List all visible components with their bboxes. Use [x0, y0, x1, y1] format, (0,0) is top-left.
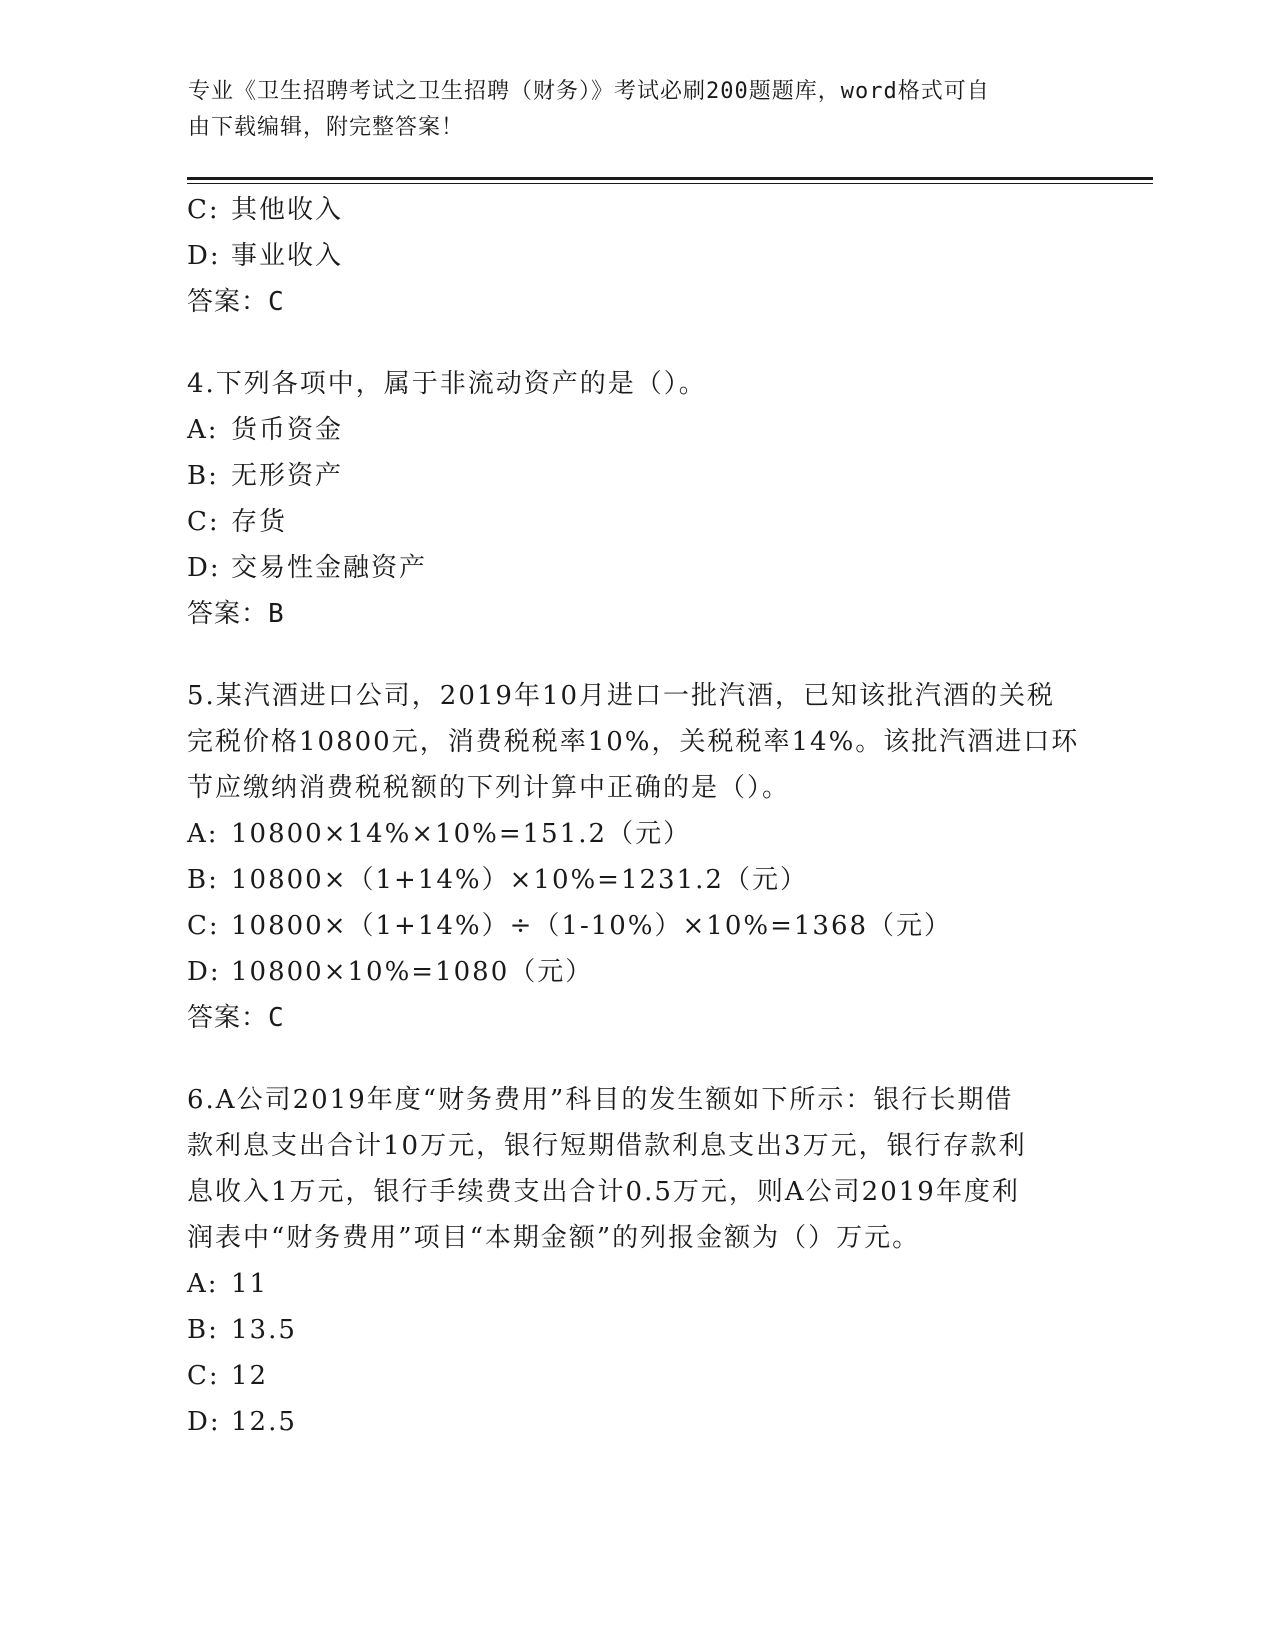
option-d [187, 1399, 1087, 1445]
option-text: 10800×10%=1080（元） [231, 957, 594, 987]
option-text: 13.5 [231, 1315, 297, 1345]
option-text: 其他收入 [231, 195, 344, 225]
option-label: A: [187, 819, 219, 849]
option-a [187, 407, 1087, 453]
option-text: 10800×14%×10%=151.2（元） [231, 819, 692, 849]
question-text-line: 款利息支出合计10万元，银行短期借款利息支出3万元，银行存款利 [187, 1131, 1027, 1161]
option-label: A: [187, 1269, 219, 1299]
option-c [187, 187, 1087, 233]
option-label: D: [187, 553, 221, 583]
option-text: 存货 [231, 507, 288, 537]
document-header [188, 74, 1068, 146]
question-text-line: 润表中“财务费用”项目“本期金额”的列报金额为（）万元。 [187, 1223, 921, 1253]
option-label: C: [187, 1361, 220, 1391]
question-4 [187, 361, 1087, 637]
question-6 [187, 1077, 1087, 1445]
option-b [187, 857, 1087, 903]
option-label: D: [187, 957, 221, 987]
option-label: C: [187, 195, 220, 225]
option-c [187, 903, 1087, 949]
document-content [187, 187, 1087, 1445]
option-b [187, 1307, 1087, 1353]
header-line-2: 由下载编辑，附完整答案！ [188, 115, 465, 140]
option-d [187, 233, 1087, 279]
question-5 [187, 673, 1087, 1041]
answer-line: 答案：C [187, 1003, 285, 1033]
question-text [187, 673, 1087, 811]
option-b [187, 453, 1087, 499]
option-label: D: [187, 1407, 221, 1437]
option-text: 10800×（1+14%）÷（1-10%）×10%=1368（元） [231, 911, 953, 941]
question-text-line: 完税价格10800元，消费税税率10%，关税税率14%。该批汽酒进口环 [187, 727, 1080, 757]
option-text: 事业收入 [231, 241, 344, 271]
option-label: D: [187, 241, 221, 271]
question-text-line: 5.某汽酒进口公司，2019年10月进口一批汽酒，已知该批汽酒的关税 [187, 681, 1056, 711]
option-d [187, 949, 1087, 995]
question-text-line: 息收入1万元，银行手续费支出合计0.5万元，则A公司2019年度利 [187, 1177, 1020, 1207]
answer-line: 答案：B [187, 599, 285, 629]
option-d [187, 545, 1087, 591]
option-label: B: [187, 461, 219, 491]
question-text [187, 1077, 1087, 1261]
option-a [187, 1261, 1087, 1307]
header-rule-thin [187, 183, 1153, 184]
option-label: A: [187, 415, 219, 445]
option-label: C: [187, 911, 220, 941]
option-text: 货币资金 [231, 415, 344, 445]
answer-line: 答案：C [187, 287, 285, 317]
question-3-tail [187, 187, 1087, 325]
header-line-1: 专业《卫生招聘考试之卫生招聘（财务）》考试必刷200题题库，word格式可自 [188, 79, 990, 104]
option-text: 12 [231, 1361, 269, 1391]
option-label: B: [187, 1315, 219, 1345]
header-rule-thick [187, 177, 1153, 180]
option-text: 12.5 [231, 1407, 297, 1437]
option-a [187, 811, 1087, 857]
option-c [187, 499, 1087, 545]
question-text: 4.下列各项中，属于非流动资产的是（）。 [187, 369, 707, 399]
question-text-line: 6.A公司2019年度“财务费用”科目的发生额如下所示：银行长期借 [187, 1085, 1014, 1115]
option-text: 10800×（1+14%）×10%=1231.2（元） [231, 865, 808, 895]
option-text: 11 [231, 1269, 269, 1299]
option-label: B: [187, 865, 219, 895]
option-label: C: [187, 507, 220, 537]
option-text: 无形资产 [231, 461, 344, 491]
question-text-line: 节应缴纳消费税税额的下列计算中正确的是（）。 [187, 773, 791, 803]
option-text: 交易性金融资产 [231, 553, 428, 583]
option-c [187, 1353, 1087, 1399]
